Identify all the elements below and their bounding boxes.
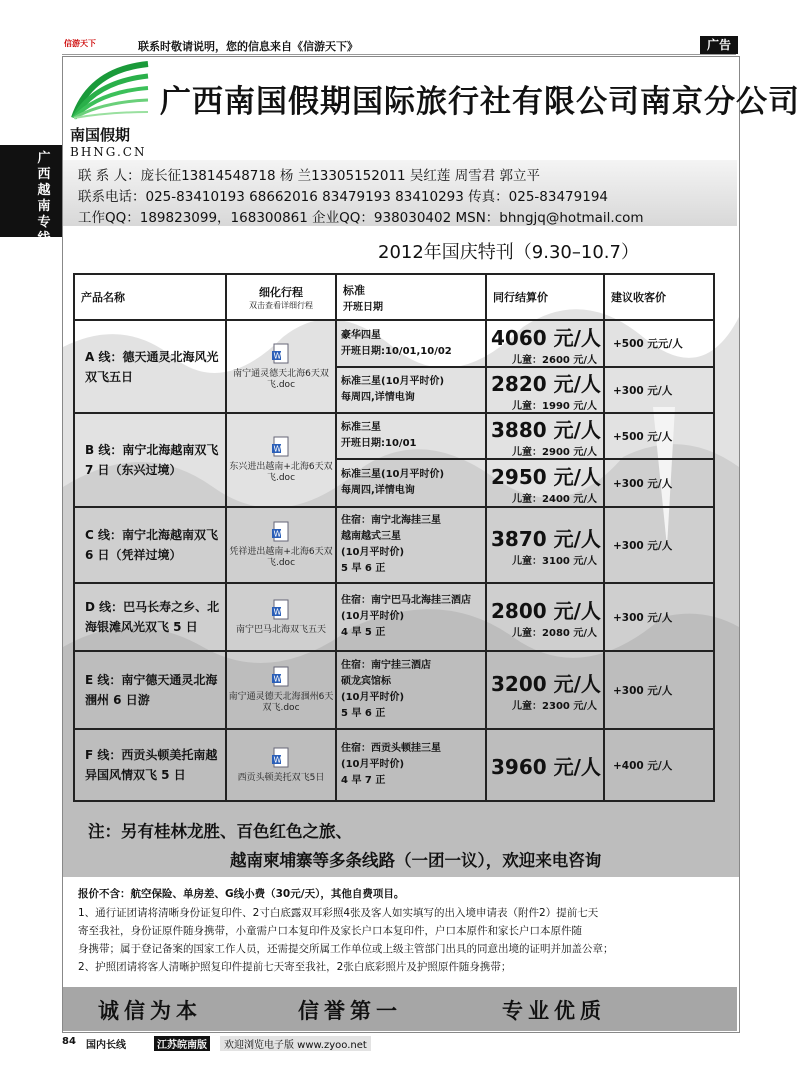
- price-cell: 3870 元/人 儿童：3100 元/人: [486, 507, 604, 583]
- terms-line: 2、护照团请将客人清晰护照复印件提前七天寄至我社，2张白底彩照片及护照原件随身携带；: [78, 961, 512, 973]
- section-name: 国内长线: [86, 1040, 126, 1051]
- page-footer: [62, 1036, 392, 1050]
- header-peer-price: 同行结算价: [486, 274, 604, 320]
- itinerary-doc-f[interactable]: W 西贡头顿美托双飞5日: [226, 729, 336, 801]
- standard-cell: 豪华四星 开班日期:10/01,10/02: [336, 320, 486, 367]
- top-notice-bar: [62, 36, 736, 55]
- contact-online: 工作QQ：189823099，168300861 企业QQ：938030402 MSN：bhngjq@hotmail.com: [78, 210, 644, 226]
- suggested-price: +500 元/人: [604, 413, 714, 459]
- word-doc-icon: [270, 436, 292, 458]
- route-name-d: D 线：巴马长寿之乡、北海银滩风光双飞 5 日: [74, 583, 226, 651]
- terms-line: 1、通行证团请将清晰身份证复印件、2寸白底露双耳彩照4张及客人如实填写的出入境申请表（附件2）提前七天: [78, 907, 599, 919]
- slogan-2: 信誉第一: [298, 999, 402, 1023]
- route-name-f: F 线：西贡头顿美托南越异国风情双飞 5 日: [74, 729, 226, 801]
- edition-label: 江苏皖南版: [154, 1036, 210, 1051]
- price-cell: 2950 元/人 儿童：2400 元/人: [486, 459, 604, 507]
- word-doc-icon: [270, 343, 292, 365]
- ad-tag: 广告: [700, 36, 738, 54]
- word-doc-icon: [270, 521, 292, 543]
- itinerary-doc-a[interactable]: W 南宁通灵德天北海6天双飞.doc: [226, 320, 336, 413]
- itinerary-doc-b[interactable]: W 东兴进出越南+北海6天双飞.doc: [226, 413, 336, 507]
- suggested-price: +300 元/人: [604, 367, 714, 413]
- table-header-row: [74, 274, 714, 320]
- header-standard: 标准 开班日期: [336, 274, 486, 320]
- price-cell: 3880 元/人 儿童：2900 元/人: [486, 413, 604, 459]
- suggested-price: +300 元/人: [604, 507, 714, 583]
- standard-cell: 标准三星(10月平时价) 每周四,详情电询: [336, 367, 486, 413]
- special-issue-title: 2012年国庆特刊（9.30–10.7）: [378, 242, 639, 263]
- brand-name-en: BHNG.CN: [70, 145, 147, 159]
- route-name-e: E 线：南宁德天通灵北海涠州 6 日游: [74, 651, 226, 729]
- itinerary-doc-e[interactable]: W 南宁通灵德天北海涠州6天双飞.doc: [226, 651, 336, 729]
- grass-logo-icon: [70, 60, 152, 120]
- suggested-price: +400 元/人: [604, 729, 714, 801]
- terms-line: 身携带；属于登记备案的国家工作人员，还需提交所属工作单位或上级主管部门出具的同意出境的证明并加盖公章；: [78, 943, 614, 955]
- price-excludes: 报价不含：航空保险、单房差、G线小费（30元/天），其他自费项目。: [78, 888, 405, 900]
- header-product: 产品名称: [74, 274, 226, 320]
- word-doc-icon: [270, 599, 292, 621]
- page-number: 84: [62, 1036, 76, 1047]
- standard-cell: 住宿：南宁巴马北海挂三酒店 (10月平时价) 4 早 5 正: [336, 583, 486, 651]
- price-table: [73, 273, 715, 802]
- price-cell: 4060 元/人 儿童：2600 元/人: [486, 320, 604, 367]
- itinerary-doc-d[interactable]: W 南宁巴马北海双飞五天: [226, 583, 336, 651]
- suggested-price: +300 元/人: [604, 583, 714, 651]
- svg-text:W: W: [273, 351, 282, 360]
- word-doc-icon: [270, 666, 292, 688]
- svg-text:W: W: [273, 607, 282, 616]
- route-name-a: A 线：德天通灵北海风光双飞五日: [74, 320, 226, 413]
- terms-line: 寄至我社，身份证原件随身携带，小童需户口本复印件及家长户口本复印件，户口本原件和家长户口本原件随: [78, 925, 582, 937]
- side-tab: [0, 145, 62, 246]
- suggested-price: +500 元元/人: [604, 320, 714, 367]
- standard-cell: 住宿：南宁北海挂三星 越南越式三星 (10月平时价) 5 早 6 正: [336, 507, 486, 583]
- publisher-logo: 信游天下: [64, 39, 96, 48]
- brand-name-cn: 南国假期: [70, 126, 131, 144]
- note-line-2: 越南柬埔寨等多条线路（一团一议），欢迎来电咨询: [230, 851, 602, 870]
- word-doc-icon: [270, 747, 292, 769]
- slogan-3: 专业优质: [502, 999, 606, 1023]
- header-suggested-price: 建议收客价: [604, 274, 714, 320]
- website-link[interactable]: 欢迎浏览电子版 www.zyoo.net: [220, 1036, 371, 1051]
- table-row: [74, 507, 714, 583]
- price-cell: 3960 元/人: [486, 729, 604, 801]
- svg-text:W: W: [273, 674, 282, 684]
- price-cell: 2800 元/人 儿童：2080 元/人: [486, 583, 604, 651]
- svg-text:W: W: [273, 444, 282, 454]
- table-row: [74, 413, 714, 459]
- route-name-c: C 线：南宁北海越南双飞 6 日（凭祥过境）: [74, 507, 226, 583]
- contact-phones: 联系电话：025-83410193 68662016 83479193 83410293 传真：025-83479194: [78, 189, 609, 205]
- source-notice: 联系时敬请说明，您的信息来自《信游天下》: [138, 40, 358, 53]
- contact-people: 联 系 人：庞长征13814548718 杨 兰13305152011 吴红莲 周雪君 郭立平: [78, 168, 540, 184]
- suggested-price: +300 元/人: [604, 459, 714, 507]
- table-row: [74, 583, 714, 651]
- company-name: 广西南国假期国际旅行社有限公司南京分公司: [160, 84, 800, 120]
- price-cell: 2820 元/人 儿童：1990 元/人: [486, 367, 604, 413]
- note-line-1: 注：另有桂林龙胜、百色红色之旅、: [88, 822, 352, 841]
- standard-cell: 住宿：西贡头顿挂三星 (10月平时价) 4 早 7 正: [336, 729, 486, 801]
- company-logo: [70, 60, 152, 159]
- table-row: [74, 651, 714, 729]
- route-name-b: B 线：南宁北海越南双飞 7 日（东兴过境）: [74, 413, 226, 507]
- side-tab-label: 广 西 越 南 专 线: [37, 151, 51, 246]
- price-cell: 3200 元/人 儿童：2300 元/人: [486, 651, 604, 729]
- standard-cell: 标准三星(10月平时价) 每周四,详情电询: [336, 459, 486, 507]
- svg-text:W: W: [273, 755, 282, 764]
- header-itinerary: 细化行程 双击查看详细行程: [226, 274, 336, 320]
- header-itinerary-hint: 双击查看详细行程: [249, 300, 313, 310]
- table-row: [74, 729, 714, 801]
- svg-text:W: W: [273, 529, 282, 539]
- standard-cell: 标准三星 开班日期:10/01: [336, 413, 486, 459]
- itinerary-doc-c[interactable]: W 凭祥进出越南+北海6天双飞.doc: [226, 507, 336, 583]
- table-row: [74, 320, 714, 367]
- slogan-1: 诚信为本: [98, 999, 202, 1023]
- suggested-price: +300 元/人: [604, 651, 714, 729]
- standard-cell: 住宿：南宁挂三酒店 硕龙宾馆标 (10月平时价) 5 早 6 正: [336, 651, 486, 729]
